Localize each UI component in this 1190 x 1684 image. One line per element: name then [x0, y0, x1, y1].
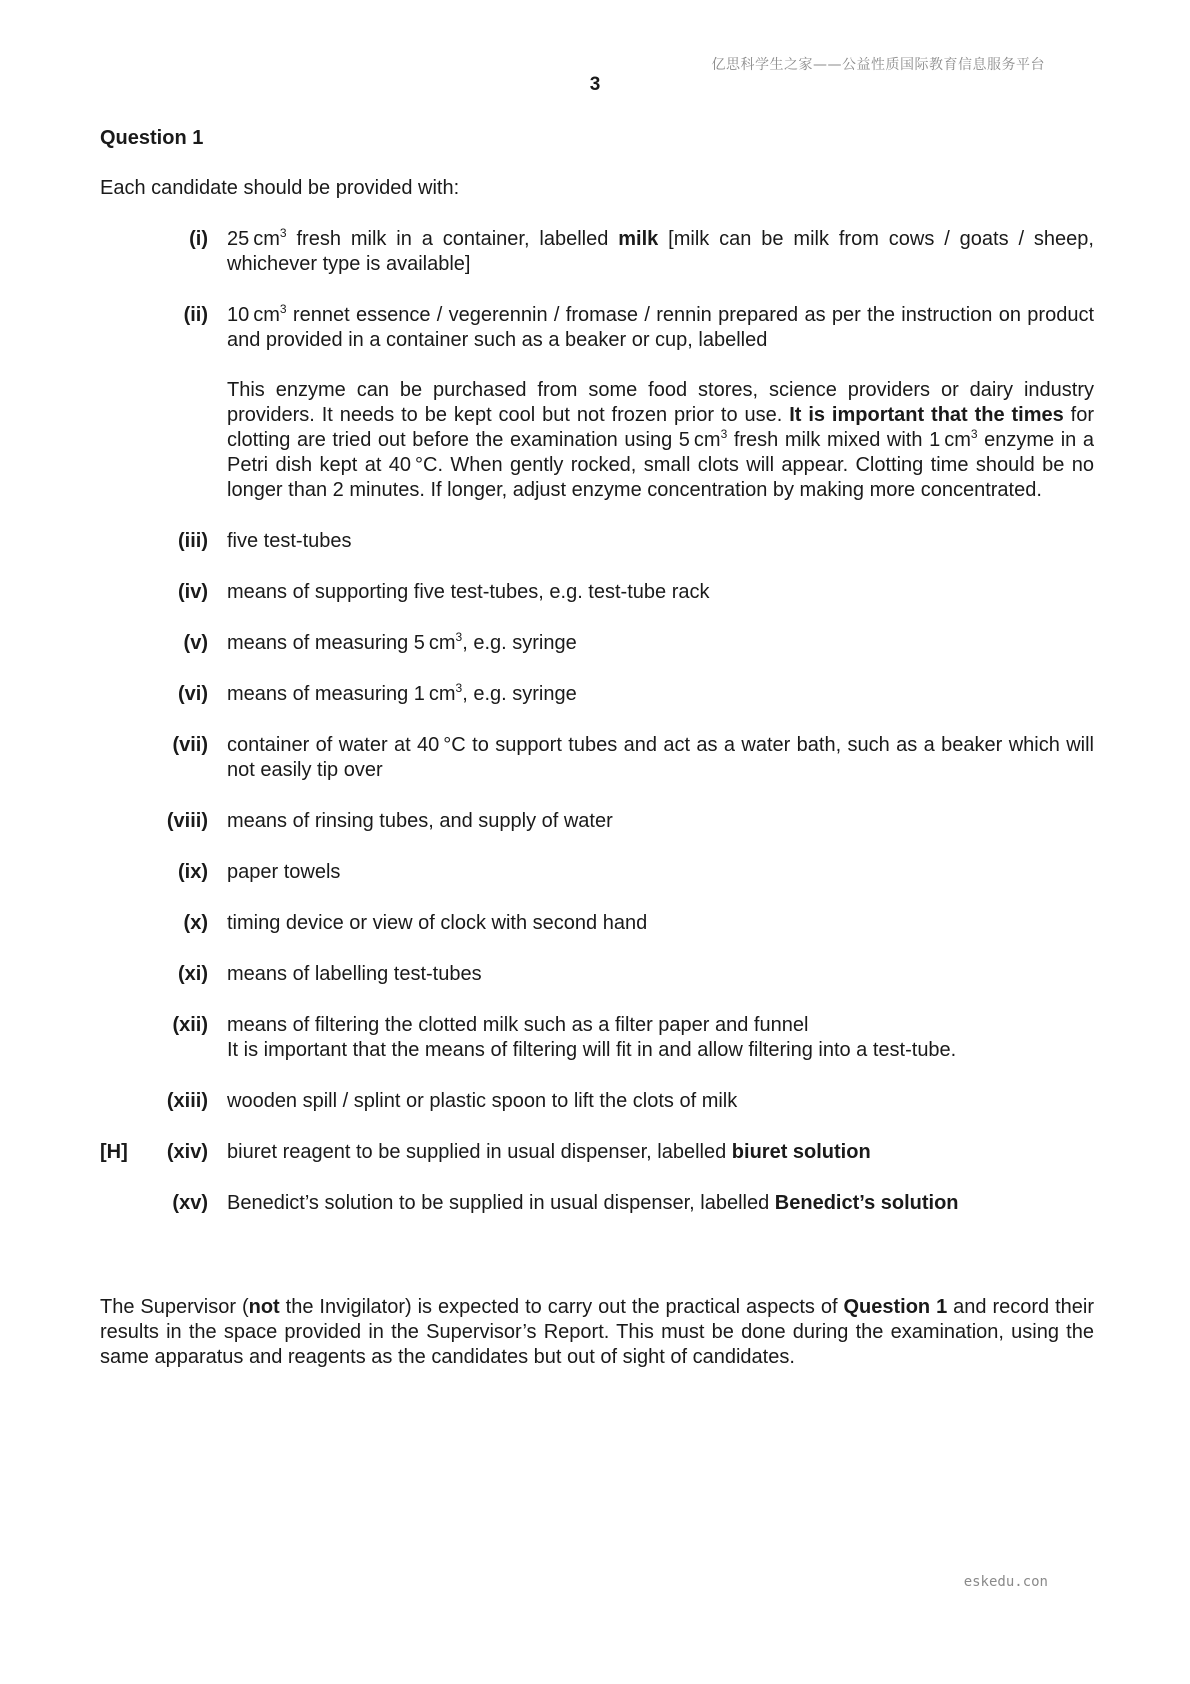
list-item: [100, 631, 1094, 656]
item-text: [227, 631, 1094, 656]
text-run: Benedict’s solution to be supplied in usual dispenser, labelled: [227, 1192, 775, 1214]
list-item: [100, 1191, 1094, 1216]
item-text: [227, 809, 1094, 834]
item-text: [227, 1089, 1094, 1114]
list-item: [100, 1013, 1094, 1063]
item-number: (xiii): [166, 1090, 208, 1112]
item-paragraph: [227, 962, 1094, 987]
item-paragraph: [227, 1140, 1094, 1165]
item-number: (vi): [178, 683, 208, 705]
list-item: [100, 227, 1094, 277]
list-item: [100, 962, 1094, 987]
text-run: the Invigilator) is expected to carry out the practical aspects of: [279, 1296, 844, 1318]
watermark-text: 亿思科学生之家——公益性质国际教育信息服务平台: [711, 57, 1045, 73]
text-run: 10 cm: [227, 304, 280, 326]
item-text: [227, 303, 1094, 503]
list-item: [100, 860, 1094, 885]
text-run: enzyme in a Petri dish kept at 40 °C. When gently rocked, small clots will appear. Clotting time should be no longer than 2 minutes. If longer, adjust enzyme concentration by making more concentrated.: [227, 429, 1094, 501]
text-run: , e.g. syringe: [462, 683, 577, 705]
text-run: means of labelling test-tubes: [227, 963, 482, 985]
list-item: [100, 303, 1094, 503]
list-item: [100, 1089, 1094, 1114]
text-run: It is important that the means of filtering will fit in and allow filtering into a test-tube.: [227, 1039, 957, 1061]
superscript: 3: [455, 681, 463, 695]
item-number: (xv): [172, 1192, 208, 1214]
site-mark: eskedu.con: [963, 1574, 1048, 1590]
intro-text: Each candidate should be provided with:: [100, 177, 460, 199]
text-run: five test-tubes: [227, 530, 352, 552]
list-item: [100, 733, 1094, 783]
item-text: [227, 580, 1094, 605]
item-paragraph: [227, 1013, 1094, 1038]
text-run: for clotting are tried out before the examination using 5 cm: [227, 404, 1094, 451]
item-number: (xi): [178, 963, 208, 985]
list-item: [100, 529, 1094, 554]
item-paragraph: [227, 860, 1094, 885]
item-text: [227, 860, 1094, 885]
text-run: means of measuring 5 cm: [227, 632, 456, 654]
item-text: [227, 962, 1094, 987]
bold-text: not: [248, 1296, 280, 1318]
item-paragraph: [227, 378, 1094, 503]
item-paragraph: [227, 682, 1094, 707]
item-text: [227, 682, 1094, 707]
text-run: biuret reagent to be supplied in usual dispenser, labelled: [227, 1141, 732, 1163]
superscript: 3: [720, 427, 728, 441]
text-run: , e.g. syringe: [462, 632, 577, 654]
text-run: wooden spill / splint or plastic spoon to lift the clots of milk: [227, 1090, 738, 1112]
item-paragraph: [227, 631, 1094, 656]
item-number: (v): [183, 632, 208, 654]
item-number: (x): [183, 912, 208, 934]
text-run: means of supporting five test-tubes, e.g. test-tube rack: [227, 581, 710, 603]
item-number: (xii): [172, 1014, 208, 1036]
question-title: Question 1: [100, 127, 204, 149]
bold-text: milk: [618, 228, 659, 250]
superscript: 3: [970, 427, 978, 441]
item-number: (vii): [172, 734, 208, 756]
item-number: (iii): [178, 530, 208, 552]
text-run: 25: [227, 228, 250, 250]
item-number: (xiv): [166, 1141, 208, 1163]
item-paragraph: [227, 1038, 1094, 1063]
text-run: fresh milk in a container, labelled: [286, 228, 619, 250]
item-text: [227, 529, 1094, 554]
item-number: (viii): [166, 810, 208, 832]
supervisor-note: [100, 1295, 1094, 1370]
item-number: (ix): [178, 861, 208, 883]
item-text: [227, 227, 1094, 277]
item-number: (ii): [183, 304, 208, 326]
list-item: [100, 682, 1094, 707]
text-run: rennet essence / vegerennin / fromase / rennin prepared as per the instruction on product and provided in a container such as a beaker or cup, labelled: [227, 304, 1094, 351]
superscript: 3: [279, 302, 287, 316]
text-run: and record their results in the space provided in the Supervisor’s Report. This must be done during the examination, using the same apparatus and reagents as the candidates but out of sight of candidates.: [100, 1296, 1094, 1368]
list-item: [100, 1140, 1094, 1165]
item-text: [227, 1140, 1094, 1165]
item-text: [227, 1191, 1094, 1216]
text-run: means of rinsing tubes, and supply of water: [227, 810, 613, 832]
text-run: cm: [249, 228, 280, 250]
bold-text: It is important that the times: [789, 404, 1064, 426]
list-item: [100, 809, 1094, 834]
text-run: The Supervisor (: [100, 1296, 249, 1318]
item-number: (i): [189, 228, 208, 250]
item-text: [227, 1013, 1094, 1063]
text-run: means of measuring 1 cm: [227, 683, 456, 705]
text-run: timing device or view of clock with second hand: [227, 912, 648, 934]
text-run: fresh milk mixed with 1 cm: [727, 429, 971, 451]
item-paragraph: [227, 580, 1094, 605]
text-run: This enzyme can be purchased from some food stores, science providers or dairy industry providers. It needs to be kept cool but not frozen prior to use.: [227, 379, 1094, 426]
text-run: means of filtering the clotted milk such as a filter paper and funnel: [227, 1014, 809, 1036]
item-paragraph: [227, 733, 1094, 783]
apparatus-list: [100, 227, 1094, 1242]
item-number: (iv): [178, 581, 208, 603]
text-run: container of water at 40 °C to support tubes and act as a water bath, such as a beaker which will not easily tip over: [227, 734, 1094, 781]
superscript: 3: [279, 226, 287, 240]
higher-tier-flag: [H]: [100, 1141, 128, 1163]
bold-text: Benedict’s solution: [774, 1192, 959, 1214]
list-item: [100, 911, 1094, 936]
item-paragraph: [227, 809, 1094, 834]
item-paragraph: [227, 911, 1094, 936]
item-paragraph: [227, 529, 1094, 554]
list-item: [100, 580, 1094, 605]
text-run: paper towels: [227, 861, 341, 883]
text-run: [milk can be milk from cows / goats / sheep, whichever type is available]: [227, 228, 1094, 275]
bold-text: Question 1: [843, 1296, 948, 1318]
superscript: 3: [455, 630, 463, 644]
page-number: 3: [589, 74, 601, 95]
bold-text: biuret solution: [731, 1141, 871, 1163]
item-paragraph: [227, 1191, 1094, 1216]
item-paragraph: [227, 303, 1094, 353]
item-text: [227, 733, 1094, 783]
item-paragraph: [227, 1089, 1094, 1114]
item-text: [227, 911, 1094, 936]
item-paragraph: [227, 227, 1094, 277]
